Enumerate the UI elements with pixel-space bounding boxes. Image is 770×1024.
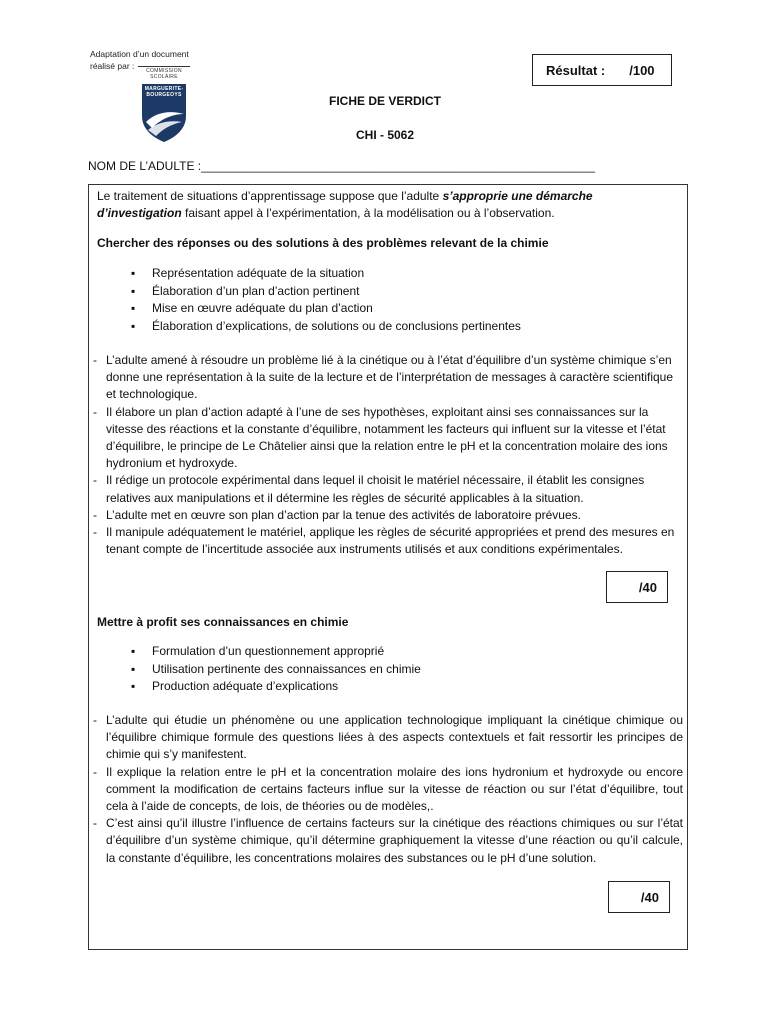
criteria-item: ▪ Représentation adéquate de la situation <box>131 265 631 283</box>
section1-description-list <box>93 352 683 558</box>
criteria-item: ▪ Élaboration d’un plan d’action pertinent <box>131 283 631 301</box>
result-box <box>532 54 672 86</box>
description-item: - C’est ainsi qu’il illustre l’influence de certains facteurs sur la cinétique des réactions chimiques ou sur l’état d’équilibre d’un système chimique, qu’il détermine graphiquement la vitesse d’une réaction ou qu’il calcule, la constante d’équilibre, les concentrations molaires des substances ou le pH d’une solution. <box>93 815 683 867</box>
description-item: - L’adulte amené à résoudre un problème lié à la cinétique ou à l’état d’équilibre d’un système chimique s’en donne une représentation à la suite de la lecture et de l’interprétation de messages à caractère scientifique et technologique. <box>93 352 683 404</box>
section1-score-box <box>606 571 668 603</box>
description-item: - Il rédige un protocole expérimental dans lequel il choisit le matériel nécessaire, il établit les consignes relatives aux manipulations et il détermine les règles de sécurité applicables à la situation. <box>93 472 683 506</box>
section2-criteria-list <box>131 643 631 696</box>
description-item: - Il manipule adéquatement le matériel, applique les règles de sécurité appropriées et prend des mesures en tenant compte de l’incertitude associée aux instruments utilisés et aux conditions expérimentales. <box>93 524 683 558</box>
section1-title: Chercher des réponses ou des solutions à des problèmes relevant de la chimie <box>97 236 549 250</box>
logo-text-top: COMMISSION SCOLAIRE <box>138 66 190 80</box>
criteria-item: ▪ Utilisation pertinente des connaissances en chimie <box>131 661 631 679</box>
section2-title: Mettre à profit ses connaissances en chimie <box>97 615 349 629</box>
document-title: FICHE DE VERDICT <box>328 94 441 108</box>
description-item: - L’adulte qui étudie un phénomène ou une application technologique impliquant la cinétique chimique ou l’équilibre chimique formule des questions liées à des aspects contextuels et fait ressortir les principes de chimie qui s’y manifestent. <box>93 712 683 764</box>
criteria-item: ▪ Formulation d’un questionnement approprié <box>131 643 631 661</box>
intro-text-before: Le traitement de situations d’apprentissage suppose que l’adulte <box>97 189 443 203</box>
result-total: /100 <box>629 62 655 78</box>
description-item: - Il explique la relation entre le pH et la concentration molaire des ions hydronium et hydroxyde ou encore comment la modification de certains facteurs influe sur la vitesse de réaction ou sur l’état d’équilibre, tout cela à l’aide de concepts, de lois, de théories ou de modèles,. <box>93 764 683 816</box>
intro-text-after: faisant appel à l’expérimentation, à la modélisation ou à l’observation. <box>181 206 555 220</box>
result-label: Résultat : <box>546 62 606 78</box>
course-code: CHI - 5062 <box>355 128 415 142</box>
section1-score: /40 <box>638 579 657 595</box>
logo-text-bottom: MARGUERITE-BOURGEOYS <box>144 86 184 98</box>
section2-score-box <box>608 881 670 913</box>
adaptation-line-2: réalisé par : <box>90 61 135 71</box>
adaptation-line-1: Adaptation d’un document <box>90 49 189 59</box>
intro-emphasis: s’approprie une démarche d’investigation <box>97 189 593 220</box>
adult-name-field[interactable]: NOM DE L’ADULTE :___________________________________________________________ <box>88 159 595 173</box>
criteria-item: ▪ Production adéquate d’explications <box>131 678 631 696</box>
criteria-item: ▪ Élaboration d’explications, de solutions ou de conclusions pertinentes <box>131 318 631 336</box>
description-item: - Il élabore un plan d’action adapté à l’une de ses hypothèses, exploitant ainsi ses connaissances sur la vitesse des réactions et la constante d’équilibre, notamment les facteurs qui influent sur la vitesse et l’état d’équilibre, le principe de Le Châtelier ainsi que la relation entre le pH et la concentration molaire des ions hydronium et hydroxyde. <box>93 404 683 473</box>
section2-score: /40 <box>640 889 659 905</box>
section2-description-list <box>93 712 683 867</box>
description-item: - L’adulte met en œuvre son plan d’action par la tenue des activités de laboratoire prévues. <box>93 507 683 524</box>
criteria-item: ▪ Mise en œuvre adéquate du plan d’action <box>131 300 631 318</box>
section1-criteria-list <box>131 265 631 335</box>
intro-paragraph <box>97 188 637 222</box>
